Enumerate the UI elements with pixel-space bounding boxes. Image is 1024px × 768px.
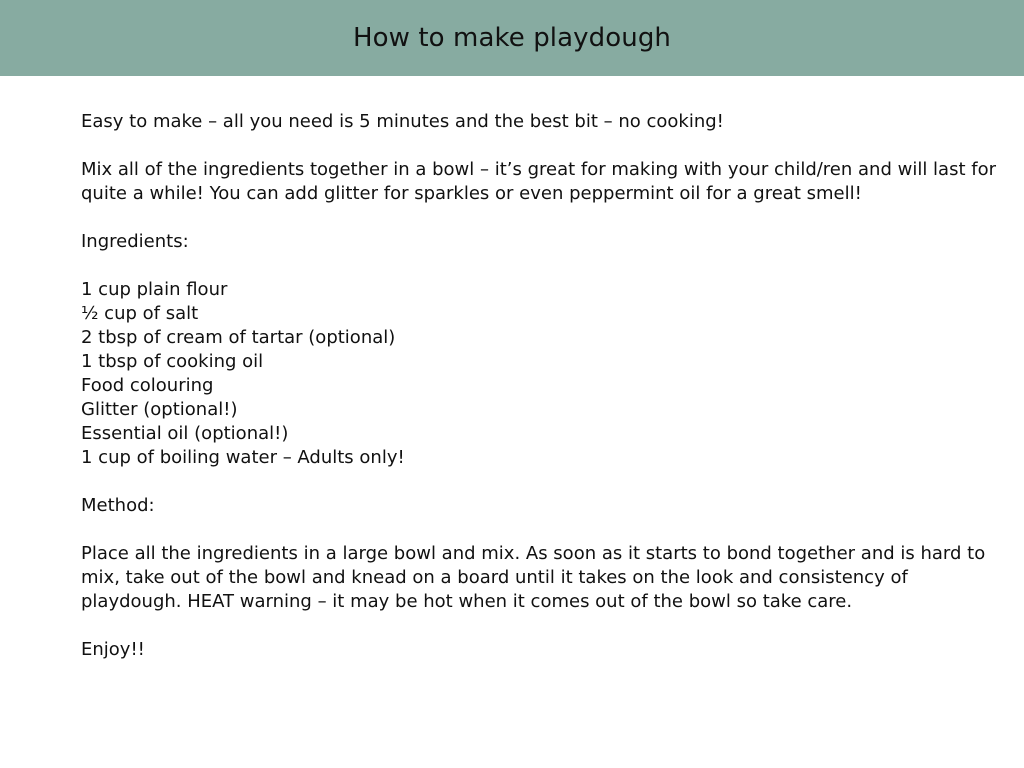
method-text: Place all the ingredients in a large bowl and mix. As soon as it starts to bond together and is hard to mix, take out of the bowl and knead on a board until it takes on the look and consistency of playdough. HEAT warning – it may be hot when it comes out of the bowl so take care. [81, 543, 986, 612]
ingredient-item: Glitter (optional!) [81, 399, 238, 420]
closing-text: Enjoy!! [81, 639, 145, 660]
slide-body [81, 110, 1001, 686]
ingredient-item: Food colouring [81, 375, 214, 396]
ingredient-item: 1 tbsp of cooking oil [81, 351, 264, 372]
ingredient-item: 2 tbsp of cream of tartar (optional) [81, 327, 396, 348]
ingredient-item: ½ cup of salt [81, 303, 199, 324]
intro-text: Easy to make – all you need is 5 minutes and the best bit – no cooking! [81, 111, 724, 132]
page-title: How to make playdough [352, 23, 672, 53]
method-heading: Method: [81, 495, 155, 516]
ingredients-heading: Ingredients: [81, 231, 189, 252]
ingredient-item: 1 cup of boiling water – Adults only! [81, 447, 405, 468]
ingredients-list [81, 278, 1001, 470]
ingredient-item: 1 cup plain flour [81, 279, 228, 300]
title-bar [0, 0, 1024, 76]
ingredient-item: Essential oil (optional!) [81, 423, 289, 444]
description-text: Mix all of the ingredients together in a bowl – it’s great for making with your child/ren and will last for quite a while! You can add glitter for sparkles or even peppermint oil for a great smell! [81, 159, 996, 204]
